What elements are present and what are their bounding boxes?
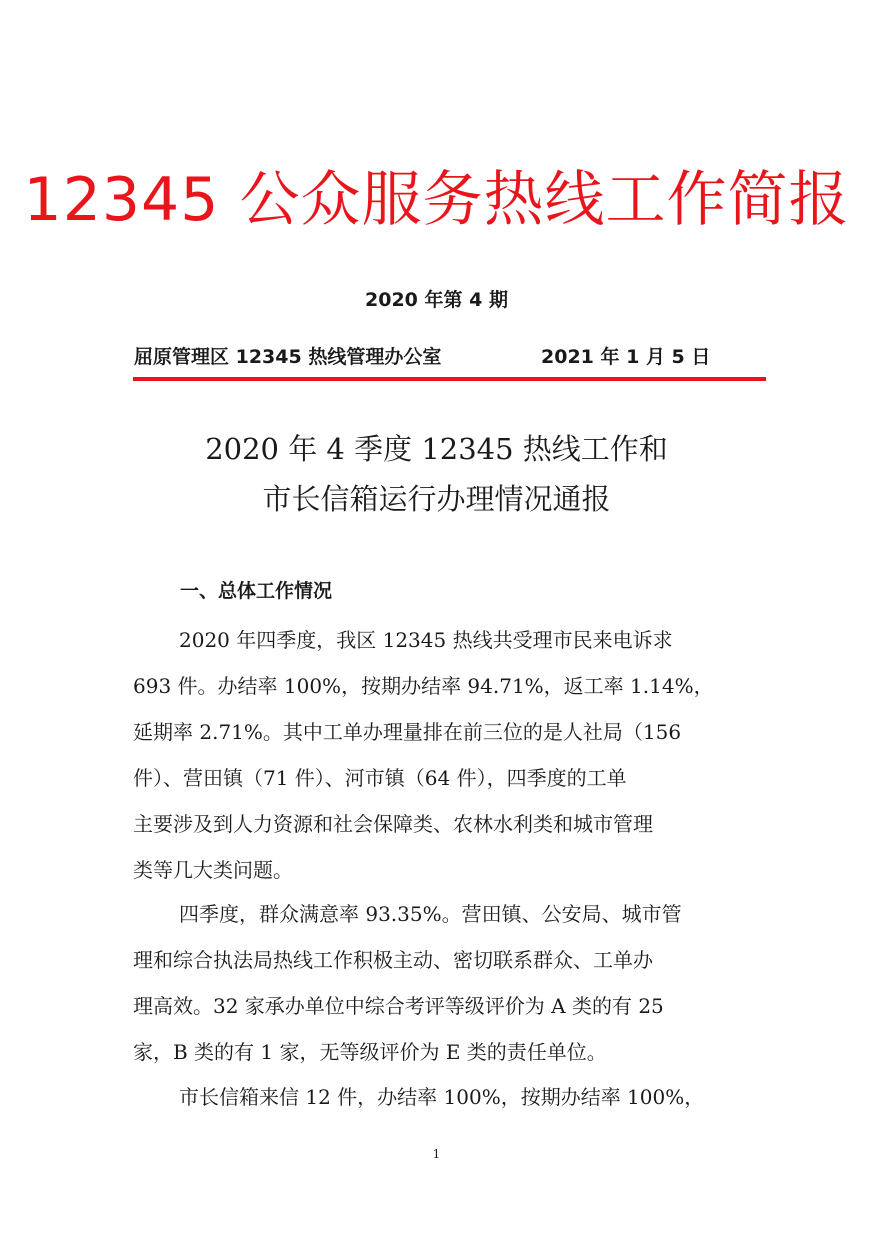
issue-date: 2021 年 1 月 5 日: [541, 346, 711, 368]
paragraph-line: 693 件。办结率 100%，按期办结率 94.71%，返工率 1.14%，: [133, 674, 714, 698]
paragraph-3: [133, 1074, 768, 1120]
issuer-row: [134, 342, 764, 372]
paragraph-line: 四季度，群众满意率 93.35%。营田镇、公安局、城市管: [179, 902, 682, 926]
issuer-name: 屈原管理区 12345 热线管理办公室: [134, 346, 442, 368]
paragraph-line: 延期率 2.71%。其中工单办理量排在前三位的是人社局（156: [133, 720, 682, 744]
page-number: 1: [432, 1147, 441, 1161]
paragraph-line: 理和综合执法局热线工作积极主动、密切联系群众、工单办: [133, 948, 653, 972]
paragraph-line: 件）、营田镇（71 件）、河市镇（64 件），四季度的工单: [133, 766, 627, 790]
document-title: [0, 424, 873, 524]
document-title-line: 市长信箱运行办理情况通报: [262, 482, 611, 516]
issue-number: 2020 年第 4 期: [365, 289, 508, 311]
paragraph-line: 主要涉及到人力资源和社会保障类、农林水利类和城市管理: [133, 812, 653, 836]
paragraph-line: 类等几大类问题。: [133, 858, 293, 882]
section-heading: 一、总体工作情况: [180, 580, 333, 602]
red-divider-rule: [133, 377, 766, 381]
document-title-line: 2020 年 4 季度 12345 热线工作和: [205, 432, 668, 466]
paragraph-1: [133, 617, 768, 893]
paragraph-2: [133, 891, 768, 1075]
masthead-title: 12345 公众服务热线工作简报: [23, 165, 850, 235]
paragraph-line: 市长信箱来信 12 件，办结率 100%，按期办结率 100%，: [179, 1085, 705, 1109]
paragraph-line: 家，B 类的有 1 家，无等级评价为 E 类的责任单位。: [133, 1040, 607, 1064]
paragraph-line: 2020 年四季度，我区 12345 热线共受理市民来电诉求: [179, 628, 673, 652]
paragraph-line: 理高效。32 家承办单位中综合考评等级评价为 A 类的有 25: [133, 994, 664, 1018]
